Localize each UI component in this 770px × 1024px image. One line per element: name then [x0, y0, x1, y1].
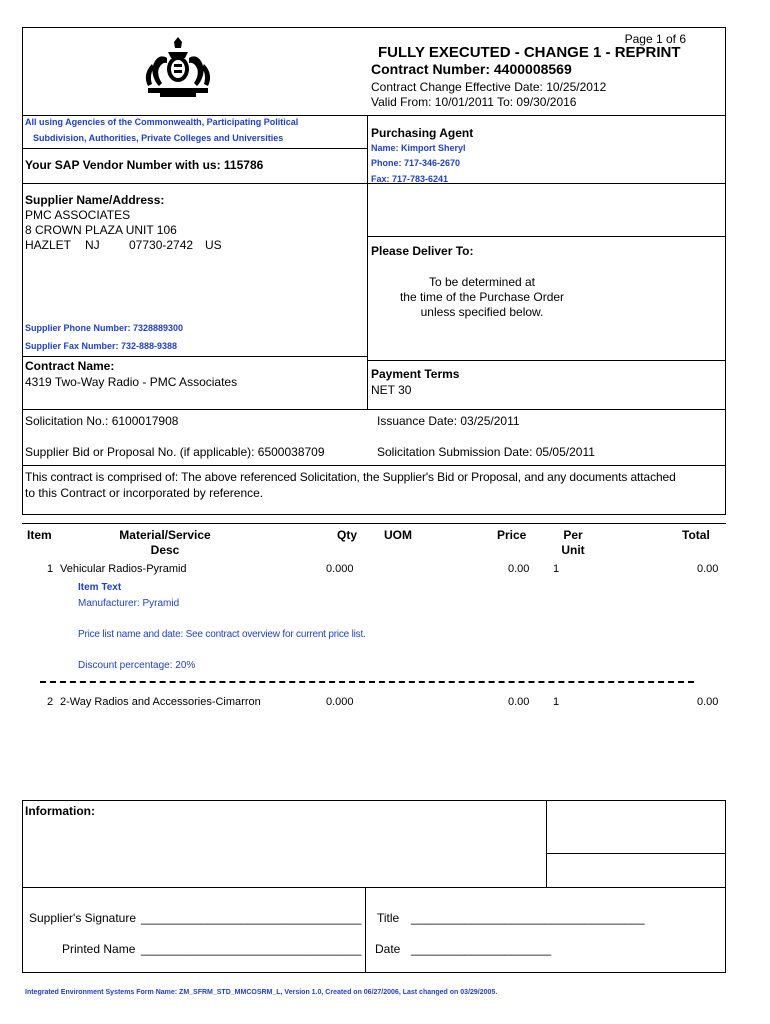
manufacturer-text: Manufacturer: Pyramid	[78, 598, 180, 609]
col-item: Item	[27, 528, 52, 542]
supplier-signature-label: Supplier's Signature	[29, 911, 137, 925]
discount-text: Discount percentage: 20%	[78, 660, 196, 671]
contract-change-date: Contract Change Effective Date: 10/25/2012	[371, 80, 607, 94]
payment-terms-heading: Payment Terms	[371, 367, 460, 381]
col-total: Total	[682, 528, 710, 542]
purchasing-agent-fax: Fax: 717-783-6241	[371, 174, 449, 184]
row-1-price: 0.00	[508, 563, 530, 575]
supplier-fax: Supplier Fax Number: 732-888-9388	[25, 341, 178, 351]
purchasing-agent-name: Name: Kimport Sheryl	[371, 143, 466, 153]
row-2-item: 2	[47, 696, 54, 708]
information-label: Information:	[25, 804, 95, 818]
date-line[interactable]: _____________________	[411, 942, 552, 956]
row-2-price: 0.00	[508, 696, 530, 708]
row-2-desc: 2-Way Radios and Accessories-Cimarron	[60, 696, 261, 708]
supplier-phone: Supplier Phone Number: 7328889300	[25, 323, 184, 333]
issuance-date: Issuance Date: 03/25/2011	[377, 414, 520, 428]
printed-name-label: Printed Name	[62, 942, 136, 956]
price-list-text: Price list name and date: See contract overview for current price list.	[78, 629, 366, 640]
document-title: FULLY EXECUTED - CHANGE 1 - REPRINT	[378, 44, 681, 61]
col-desc: Desc	[150, 543, 180, 557]
purchasing-agent-heading: Purchasing Agent	[371, 126, 474, 140]
supplier-heading: Supplier Name/Address:	[25, 193, 165, 207]
page-number: Page 1 of 6	[624, 32, 686, 46]
row-2-qty: 0.000	[326, 696, 354, 708]
purchasing-agent-phone: Phone: 717-346-2670	[371, 158, 461, 168]
supplier-signature-line[interactable]: _________________________________	[141, 911, 362, 925]
supplier-bid-number: Supplier Bid or Proposal No. (if applicable): 6500038709	[25, 445, 325, 459]
row-1-qty: 0.000	[326, 563, 354, 575]
payment-terms-value: NET 30	[371, 383, 412, 397]
title-line[interactable]: ___________________________________	[411, 911, 645, 925]
contract-name-value: 4319 Two-Way Radio - PMC Associates	[25, 375, 238, 389]
deliver-line-1: To be determined at	[428, 275, 536, 289]
col-qty: Qty	[337, 528, 358, 542]
agencies-line-1: All using Agencies of the Commonwealth, Participating Political	[25, 117, 299, 127]
deliver-to-heading: Please Deliver To:	[371, 244, 474, 258]
solicitation-number: Solicitation No.: 6100017908	[25, 414, 179, 428]
supplier-zip: 07730-2742	[129, 238, 194, 252]
col-material: Material/Service	[119, 528, 211, 542]
supplier-city: HAZLET	[25, 238, 72, 252]
agencies-line-2: Subdivision, Authorities, Private Colleges and Universities	[33, 133, 284, 143]
supplier-state: NJ	[85, 238, 100, 252]
row-2-per: 1	[553, 696, 560, 708]
row-1-per: 1	[553, 563, 560, 575]
col-uom: UOM	[384, 528, 412, 542]
supplier-address: 8 CROWN PLAZA UNIT 106	[25, 223, 177, 237]
supplier-country: US	[205, 238, 222, 252]
date-label: Date	[375, 942, 401, 956]
title-label: Title	[377, 911, 400, 925]
contract-name-heading: Contract Name:	[25, 359, 115, 373]
row-1-desc: Vehicular Radios-Pyramid	[60, 563, 187, 575]
row-2-total: 0.00	[697, 696, 719, 708]
contract-number: Contract Number: 4400008569	[371, 61, 572, 77]
printed-name-line[interactable]: _________________________________	[141, 942, 362, 956]
col-price: Price	[497, 528, 527, 542]
state-seal-logo	[138, 36, 218, 100]
comprised-line-2: to this Contract or incorporated by reference.	[25, 486, 264, 500]
form-footer: Integrated Environment Systems Form Name: ZM_SFRM_STD_MMCOSRM_L, Version 1.0, Created on 06/27/2006, Last changed on 03/29/2005.	[25, 989, 498, 996]
deliver-line-3: unless specified below.	[420, 305, 544, 319]
item-text-label: Item Text	[78, 582, 122, 593]
col-unit: Unit	[561, 543, 585, 557]
row-1-total: 0.00	[697, 563, 719, 575]
submission-date: Solicitation Submission Date: 05/05/2011	[377, 445, 595, 459]
col-per: Per	[563, 528, 583, 542]
dashed-separator	[40, 681, 694, 683]
deliver-line-2: the time of the Purchase Order	[399, 290, 565, 304]
comprised-line-1: This contract is comprised of: The above referenced Solicitation, the Supplier's Bid or Proposal, and any documents attached	[25, 470, 676, 484]
sap-vendor-number: Your SAP Vendor Number with us: 115786	[25, 158, 264, 172]
supplier-name: PMC ASSOCIATES	[25, 208, 131, 222]
valid-dates: Valid From: 10/01/2011 To: 09/30/2016	[371, 95, 577, 109]
row-1-item: 1	[47, 563, 54, 575]
